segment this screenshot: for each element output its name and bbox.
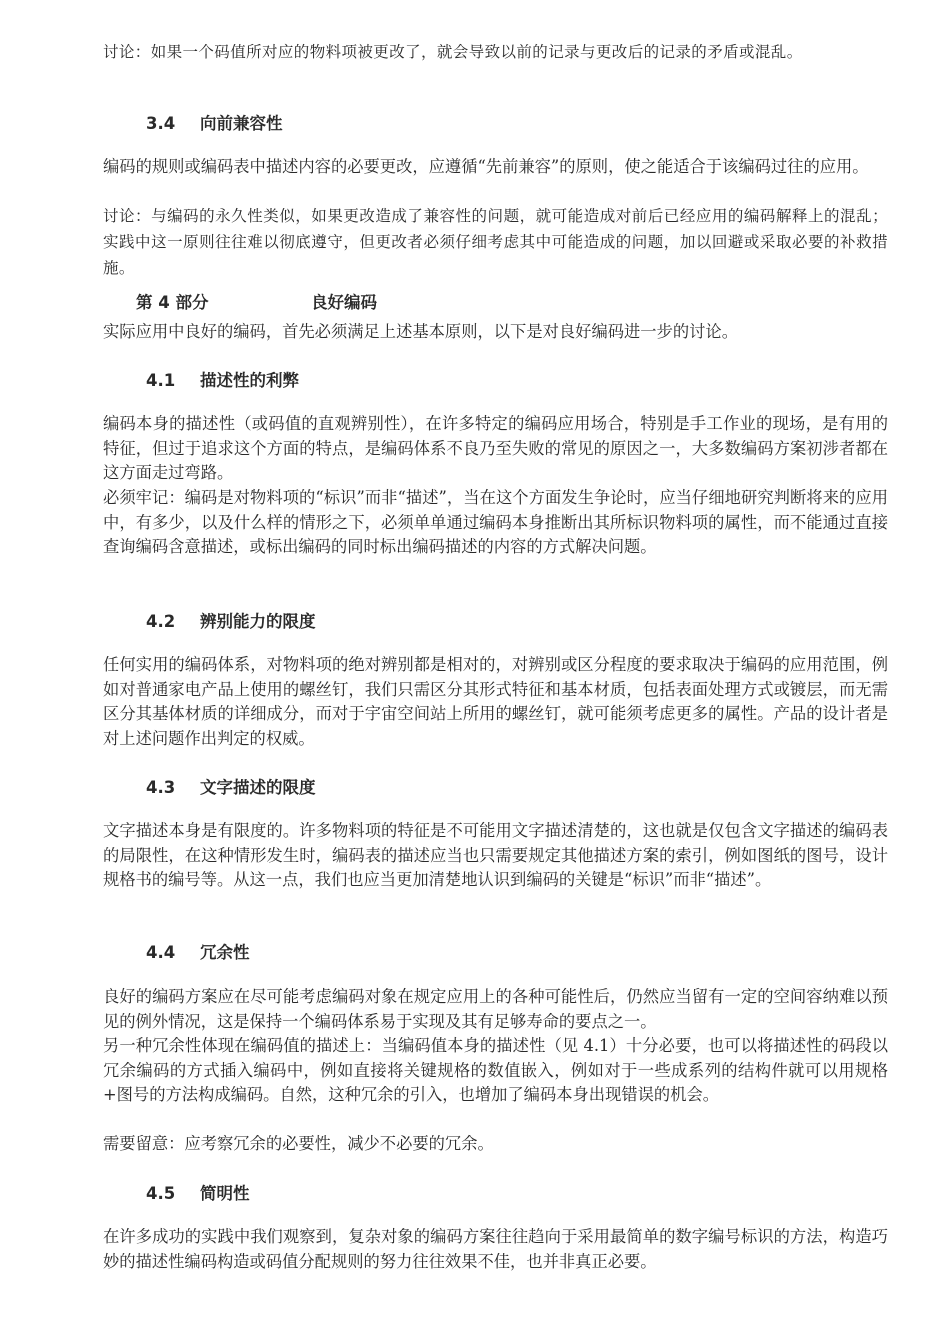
- section-number: 4.4: [146, 943, 176, 962]
- section-heading-4-5: [146, 1180, 250, 1204]
- body-paragraph: 需要留意：应考察冗余的必要性，减少不必要的冗余。: [103, 1134, 494, 1153]
- discussion-paragraph: 讨论：与编码的永久性类似，如果更改造成了兼容性的问题，就可能造成对前后已经应用的编码解释上的混乱；实践中这一原则往往难以彻底遵守，但更改者必须仔细考虑其中可能造成的问题，加以回避或采取必要的补救措施。: [103, 207, 888, 277]
- section-number: 4.1: [146, 371, 176, 390]
- body-paragraph: 文字描述本身是有限度的。许多物料项的特征是不可能用文字描述清楚的，这也就是仅包含文字描述的编码表的局限性，在这种情形发生时，编码表的描述应当也只需要规定其他描述方案的索引，例如图纸的图号，设计规格书的编号等。从这一点，我们也应当更加清楚地认识到编码的关键是“标识”而非“描述”。: [103, 821, 888, 889]
- body-paragraph: 必须牢记：编码是对物料项的“标识”而非“描述”，当在这个方面发生争论时，应当仔细地研究判断将来的应用中，有多少，以及什么样的情形之下，必须单单通过编码本身推断出其所标识物料项的属性，而不能通过直接查询编码含意描述，或标出编码的同时标出编码描述的内容的方式解决问题。: [103, 488, 888, 556]
- body-paragraph: 编码本身的描述性（或码值的直观辨别性），在许多特定的编码应用场合，特别是手工作业的现场，是有用的特征，但过于追求这个方面的特点，是编码体系不良乃至失败的常见的原因之一，大多数编码方案初涉者都在这方面走过弯路。: [103, 414, 888, 482]
- body-paragraph: 另一种冗余性体现在编码值的描述上：当编码值本身的描述性（见 4.1）十分必要，也可以将描述性的码段以冗余编码的方式插入编码中，例如直接将关键规格的数值嵌入，例如对于一些成系列的结构件就可以用规格+图号的方法构成编码。自然，这种冗余的引入，也增加了编码本身出现错误的机会。: [103, 1036, 888, 1104]
- body-paragraph: 实际应用中良好的编码，首先必须满足上述基本原则，以下是对良好编码进一步的讨论。: [103, 322, 738, 341]
- section-number: 4.5: [146, 1184, 176, 1203]
- section-title: 向前兼容性: [200, 114, 283, 133]
- body-paragraph: 良好的编码方案应在尽可能考虑编码对象在规定应用上的各种可能性后，仍然应当留有一定的空间容纳难以预见的例外情况，这是保持一个编码体系易于实现及其有足够寿命的要点之一。: [103, 987, 888, 1031]
- section-title: 辨别能力的限度: [200, 612, 316, 631]
- section-heading-4-2: [146, 608, 316, 632]
- section-heading-4-3: [146, 774, 316, 798]
- section-title: 文字描述的限度: [200, 778, 316, 797]
- section-title: 简明性: [200, 1184, 250, 1203]
- section-title: 描述性的利弊: [200, 371, 299, 390]
- section-heading-4-4: [146, 939, 250, 963]
- section-title: 冗余性: [200, 943, 250, 962]
- part-title: 良好编码: [311, 293, 377, 312]
- section-number: 4.3: [146, 778, 176, 797]
- part-heading-4: [136, 289, 377, 313]
- section-heading-3-4: [146, 110, 283, 134]
- part-label: 第 4 部分: [136, 293, 209, 312]
- section-number: 3.4: [146, 114, 176, 133]
- discussion-paragraph: 讨论：如果一个码值所对应的物料项被更改了，就会导致以前的记录与更改后的记录的矛盾或混乱。: [103, 43, 803, 61]
- section-number: 4.2: [146, 612, 176, 631]
- body-paragraph: 编码的规则或编码表中描述内容的必要更改，应遵循“先前兼容”的原则，使之能适合于该编码过往的应用。: [103, 157, 869, 176]
- body-paragraph: 在许多成功的实践中我们观察到，复杂对象的编码方案往往趋向于采用最简单的数字编号标识的方法，构造巧妙的描述性编码构造或码值分配规则的努力往往效果不佳，也并非真正必要。: [103, 1227, 888, 1271]
- body-paragraph: 任何实用的编码体系，对物料项的绝对辨别都是相对的，对辨别或区分程度的要求取决于编码的应用范围，例如对普通家电产品上使用的螺丝钉，我们只需区分其形式特征和基本材质，包括表面处理方式或镀层，而无需区分其基体材质的详细成分，而对于宇宙空间站上所用的螺丝钉，就可能须考虑更多的属性。产品的设计者是对上述问题作出判定的权威。: [103, 655, 888, 748]
- section-heading-4-1: [146, 367, 299, 391]
